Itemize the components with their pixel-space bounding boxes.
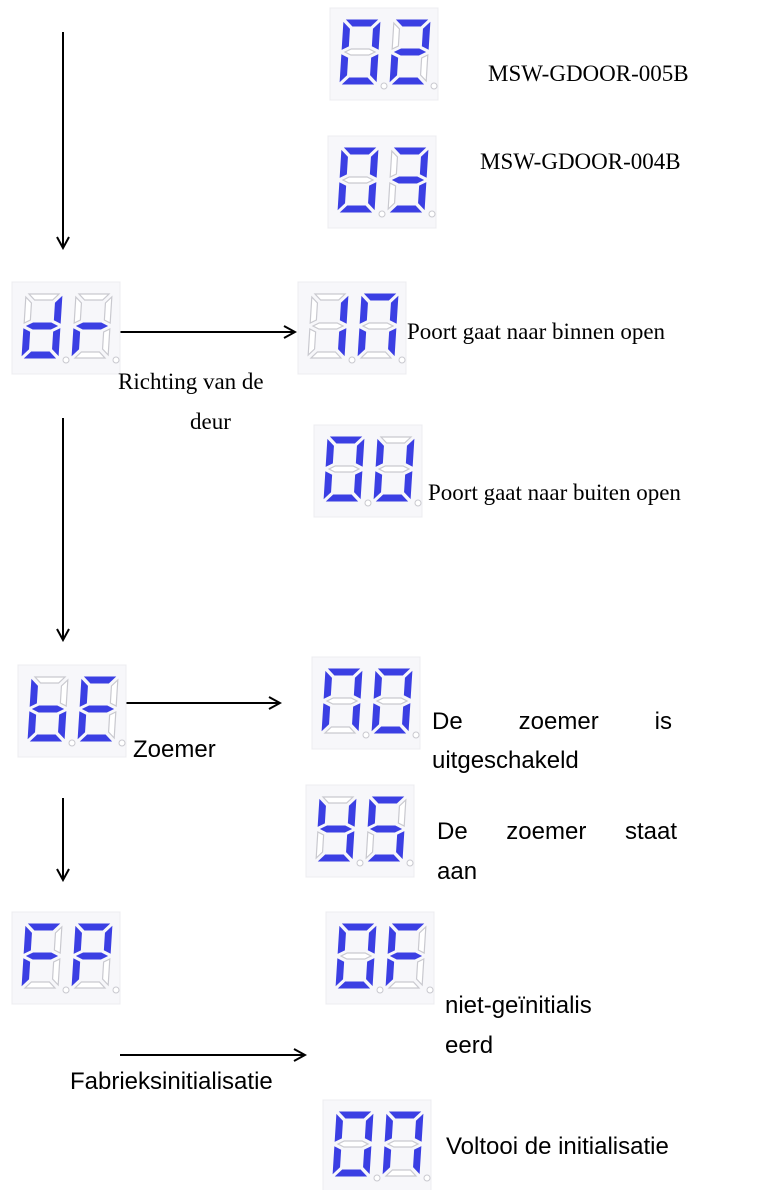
segment-g — [345, 49, 375, 55]
decimal-point — [381, 83, 387, 89]
direction-caption-line1: Richting van de — [118, 369, 264, 394]
display-fp — [12, 912, 120, 1004]
decimal-point — [424, 1175, 430, 1181]
display-dr — [12, 282, 120, 374]
display-02 — [330, 8, 438, 100]
display-03 — [328, 136, 436, 228]
decimal-point — [427, 987, 433, 993]
display-on — [323, 1100, 431, 1190]
display-be — [18, 665, 126, 757]
segment-g — [83, 706, 113, 712]
segment-g — [395, 49, 425, 55]
init-complete-label: Voltooi de initialisatie — [446, 1133, 669, 1160]
segment-g — [391, 953, 421, 959]
not-initialized-line2: eerd — [445, 1032, 494, 1059]
decimal-point — [63, 987, 69, 993]
decimal-point — [69, 740, 75, 746]
buzzer-off-line1: De zoemer is — [432, 708, 672, 735]
model-005b-label: MSW-GDOOR-005B — [488, 61, 689, 86]
segment-g — [341, 953, 371, 959]
segment-g — [377, 698, 407, 704]
segment-g — [388, 1141, 418, 1147]
decimal-point — [415, 500, 421, 506]
decimal-point — [113, 357, 119, 363]
segment-g — [77, 953, 107, 959]
decimal-point — [377, 987, 383, 993]
factory-init-caption: Fabrieksinitialisatie — [70, 1068, 273, 1095]
display-in — [298, 282, 406, 374]
display-of — [326, 912, 434, 1004]
not-initialized-line1: niet-geïnitialis — [445, 992, 592, 1019]
model-004b-label: MSW-GDOOR-004B — [480, 149, 681, 174]
decimal-point — [119, 740, 125, 746]
segment-g — [371, 826, 401, 832]
buzzer-on-line1: De zoemer staat — [437, 818, 677, 845]
segment-g — [363, 323, 393, 329]
outward-open-label: Poort gaat naar buiten open — [428, 480, 681, 505]
decimal-point — [363, 732, 369, 738]
display-ys — [306, 785, 414, 877]
segment-g — [329, 466, 359, 472]
decimal-point — [379, 211, 385, 217]
buzzer-off-line2: uitgeschakeld — [432, 747, 579, 774]
buzzer-caption: Zoemer — [133, 736, 216, 763]
segment-g — [313, 323, 343, 329]
segment-g — [77, 323, 107, 329]
segment-g — [33, 706, 63, 712]
decimal-point — [407, 860, 413, 866]
display-no — [312, 657, 420, 749]
decimal-point — [429, 211, 435, 217]
segment-g — [27, 953, 57, 959]
segment-g — [338, 1141, 368, 1147]
decimal-point — [349, 357, 355, 363]
decimal-point — [113, 987, 119, 993]
segment-g — [393, 177, 423, 183]
decimal-point — [431, 83, 437, 89]
segment-g — [327, 698, 357, 704]
inward-open-label: Poort gaat naar binnen open — [407, 319, 666, 344]
segment-g — [379, 466, 409, 472]
decimal-point — [357, 860, 363, 866]
decimal-point — [413, 732, 419, 738]
display-ou — [314, 425, 422, 517]
decimal-point — [63, 357, 69, 363]
direction-caption-line2: deur — [190, 409, 231, 434]
segment-g — [343, 177, 373, 183]
decimal-point — [374, 1175, 380, 1181]
buzzer-on-line2: aan — [437, 858, 478, 885]
decimal-point — [365, 500, 371, 506]
segment-g — [321, 826, 351, 832]
segment-g — [27, 323, 57, 329]
decimal-point — [399, 357, 405, 363]
